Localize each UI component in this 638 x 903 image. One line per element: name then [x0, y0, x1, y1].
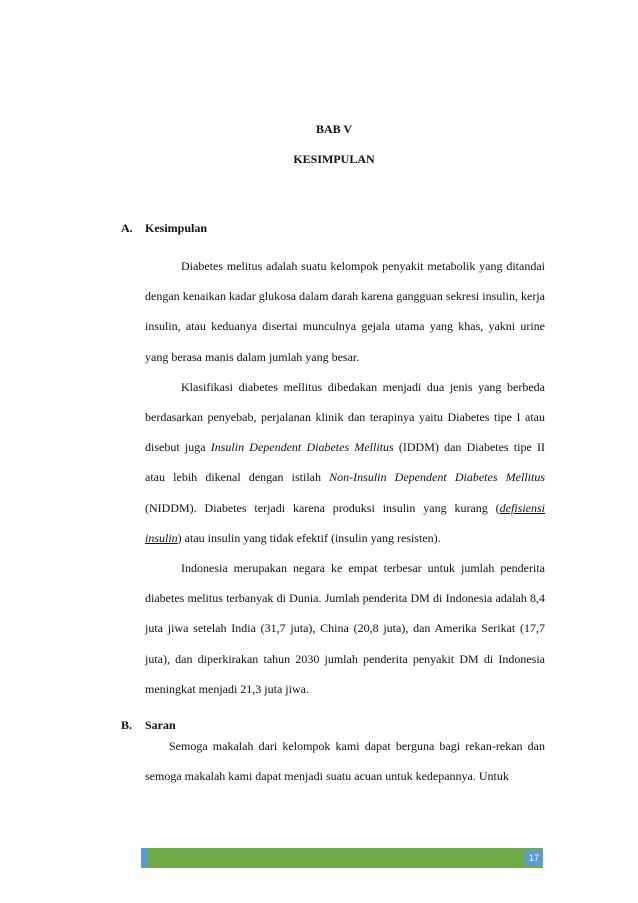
- italic-term: Non-Insulin Dependent Diabetes Mellitus: [329, 470, 545, 485]
- paragraph: [145, 372, 545, 553]
- chapter-number: BAB V: [315, 122, 353, 136]
- page-number: 17: [525, 850, 543, 866]
- paragraph: Indonesia merupakan negara ke empat terbesar untuk jumlah penderita diabetes melitus terbanyak di Dunia. Jumlah penderita DM di Indonesia adalah 8,4 juta jiwa setelah India (31,7 juta), China (20,8 juta), dan Amerika Serikat (17,7 juta), dan diperkirakan tahun 2030 jumlah penderita penyakit DM di Indonesia meningkat menjadi 21,3 juta jiwa.: [145, 561, 545, 696]
- italic-term: defisiensi insulin: [145, 500, 545, 545]
- section-letter: B.: [121, 718, 133, 732]
- footer-bar: [141, 848, 543, 868]
- paragraph: Semoga makalah dari kelompok kami dapat berguna bagi rekan-rekan dan semoga makalah kami dapat menjadi suatu acuan untuk kedepannya. Untuk: [145, 739, 545, 784]
- text-run: (IDDM) dan Diabetes tipe II atau lebih dikenal dengan istilah: [145, 440, 545, 485]
- paragraph: Diabetes melitus adalah suatu kelompok penyakit metabolik yang ditandai dengan kenaikan kadar glukosa dalam darah karena gangguan sekresi insulin, kerja insulin, atau keduanya disertai munculnya gejala utama yang khas, yakni urine yang berasa manis dalam jumlah yang besar.: [145, 259, 545, 364]
- text-run: ) atau insulin yang tidak efektif (insulin yang resisten).: [177, 530, 441, 545]
- chapter-title: KESIMPULAN: [293, 152, 375, 166]
- italic-term: Insulin Dependent Diabetes Mellitus: [210, 440, 394, 455]
- section-heading-a: [121, 221, 207, 236]
- section-title: Saran: [145, 718, 176, 732]
- text-run: Klasifikasi diabetes mellitus dibedakan menjadi dua jenis yang berbeda berdasarkan penyebab, perjalanan klinik dan terapinya yaitu Diabetes tipe I atau disebut juga: [145, 379, 545, 455]
- section-letter: A.: [121, 221, 133, 235]
- section-b-body: [145, 731, 545, 791]
- section-a-body: [145, 251, 545, 704]
- section-title: Kesimpulan: [145, 221, 208, 235]
- text-run: (NIDDM). Diabetes terjadi karena produksi insulin yang kurang (: [145, 500, 500, 515]
